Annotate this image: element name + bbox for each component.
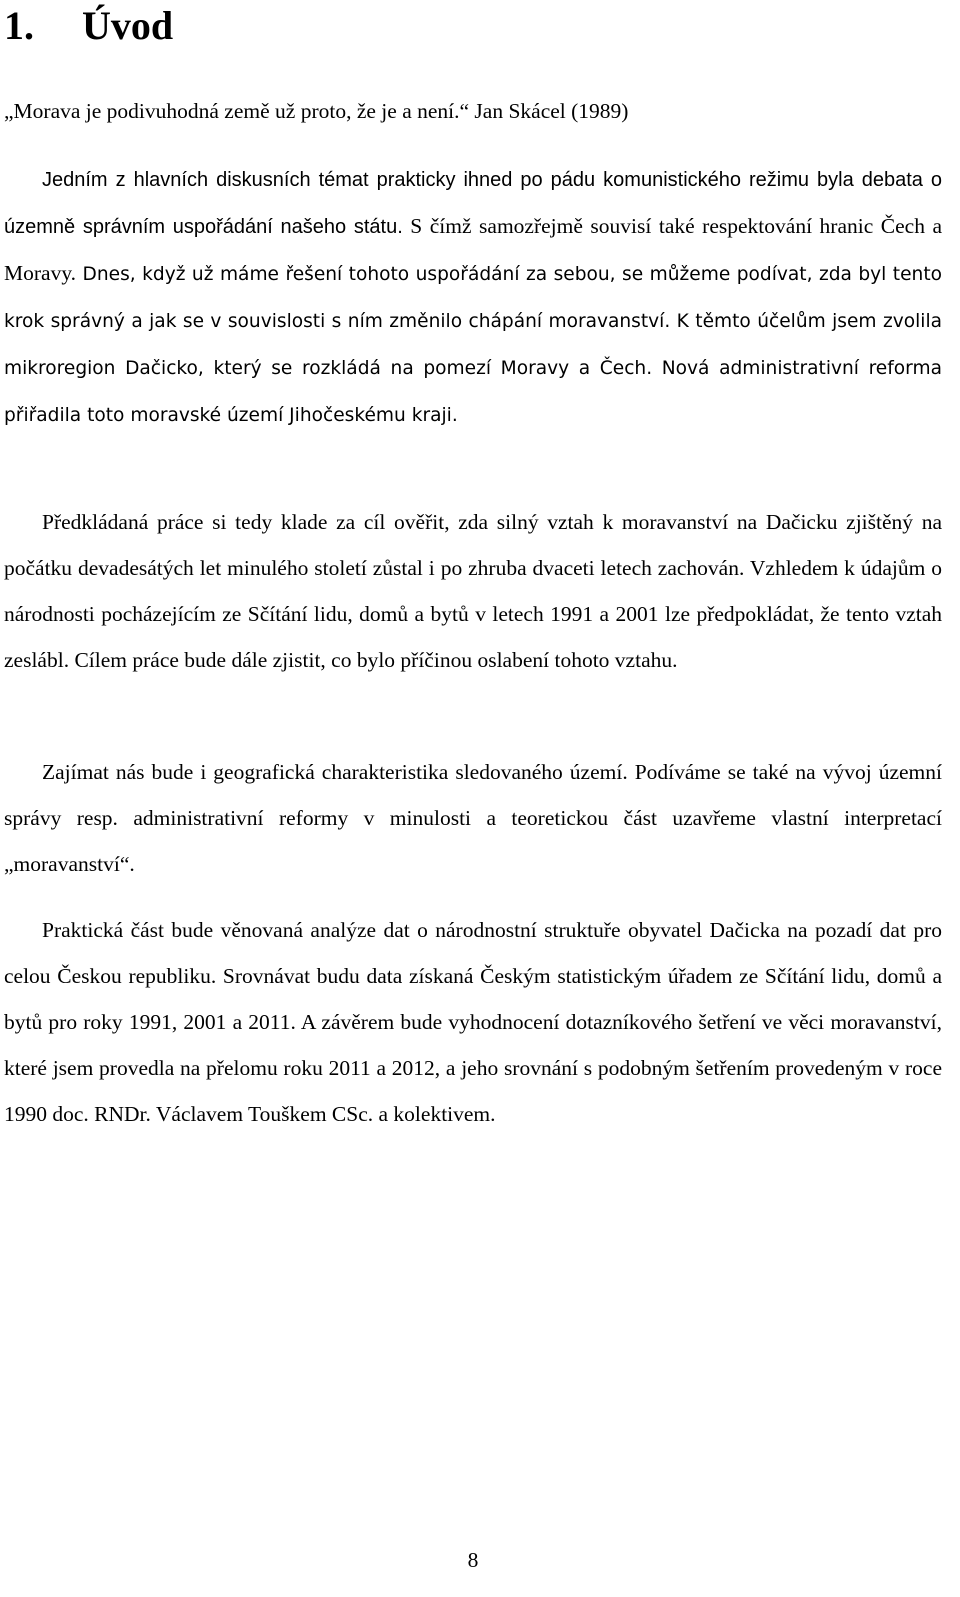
paragraph-practical: Praktická část bude věnovaná analýze dat o národnostní struktuře obyvatel Dačicka na pozadí dat pro celou Českou republiku. Srovnávat budu data získaná Českým statistickým úřadem ze Sčítání lidu, domů a bytů pro roky 1991, 2001 a 2011. A závěrem bude vyhodnocení dotazníkového šetření ve věci moravanství, které jsem provedla na přelomu roku 2011 a 2012, a jeho srovnání s podobným šetřením provedeným v roce 1990 doc. RNDr. Václavem Touškem CSc. a kolektivem. bbox=[4, 918, 942, 1126]
paragraph-theory: Zajímat nás bude i geografická charakteristika sledovaného území. Podíváme se také na vývoj územní správy resp. administrativní reformy v minulosti a teoretickou část uzavřeme vlastní interpretací „moravanství“. bbox=[4, 760, 942, 876]
chapter-title: Úvod bbox=[82, 3, 174, 48]
epigraph-quote: „Morava je podivuhodná země už proto, že je a není.“ Jan Skácel (1989) bbox=[4, 99, 629, 123]
paragraph-intro-part-c: Dnes, když už máme řešení tohoto uspořádání za sebou, se můžeme podívat, zda byl tento krok správný a jak se v souvislosti s ním změnilo chápání moravanství. K těmto účelům jsem zvolila mikroregion Dačicko, který se rozkládá na pomezí Moravy a Čech. Nová administrativní reforma přiřadila toto moravské území Jihočeskému kraji. bbox=[4, 264, 942, 426]
paragraph-intro bbox=[4, 157, 942, 439]
page-number: 8 bbox=[467, 1548, 479, 1572]
paragraph-goals: Předkládaná práce si tedy klade za cíl ověřit, zda silný vztah k moravanství na Dačicku zjištěný na počátku devadesátých let minulého století zůstal i po zhruba dvaceti letech zachován. Vzhledem k údajům o národnosti pocházejícím ze Sčítání lidu, domů a bytů v letech 1991 a 2001 lze předpokládat, že tento vztah zeslábl. Cílem práce bude dále zjistit, co bylo příčinou oslabení tohoto vztahu. bbox=[4, 510, 942, 672]
paragraph-intro-part-b: S čímž samozřejmě souvisí také respektování hranic Čech a Moravy. bbox=[4, 214, 943, 285]
chapter-heading bbox=[4, 0, 173, 52]
paragraph-intro-part-a: Jedním z hlavních diskusních témat prakticky ihned po pádu komunistického režimu byla debata o územně správním uspořádání našeho státu. bbox=[4, 169, 942, 238]
chapter-number: 1. bbox=[4, 3, 34, 48]
